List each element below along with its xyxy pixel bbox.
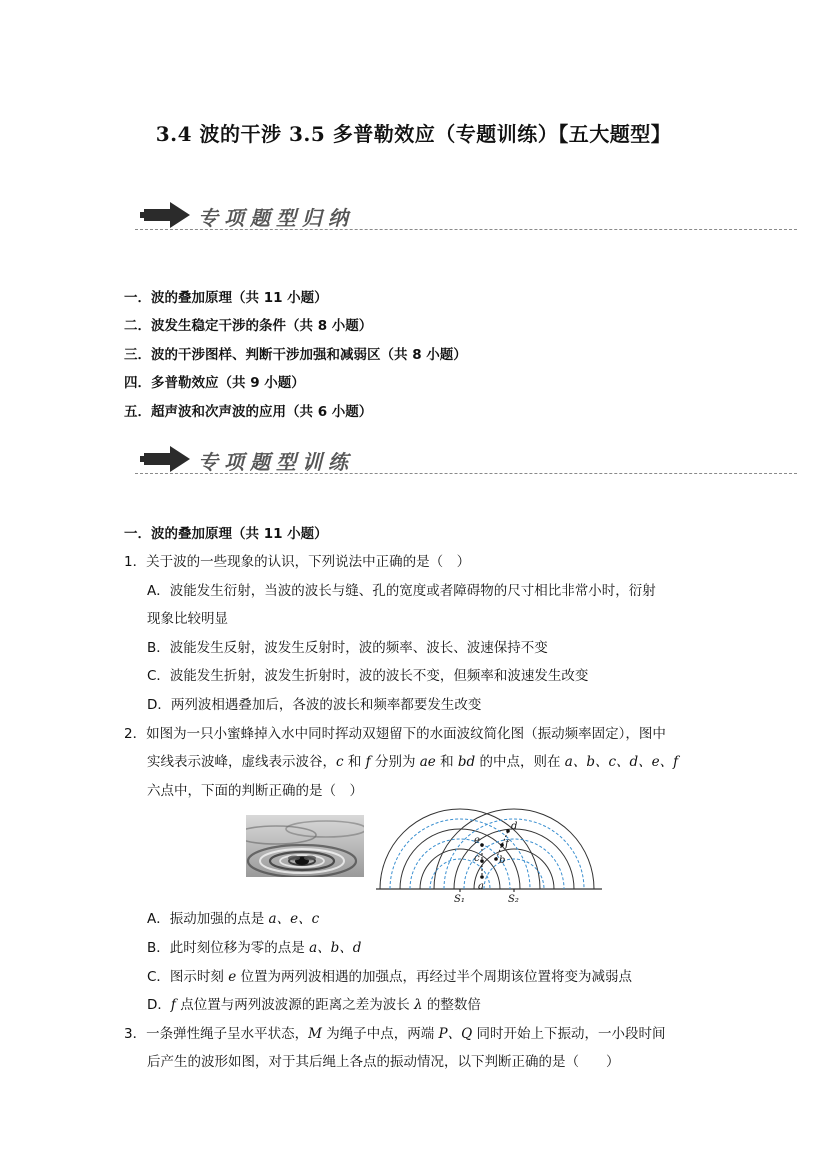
- banner-title: 专项题型训练: [198, 450, 354, 474]
- point-label-c: c: [474, 853, 480, 865]
- divider: [135, 229, 797, 230]
- point-label-e: e: [474, 835, 480, 847]
- question-2-figure: [124, 809, 704, 905]
- option-d: D．f 点位置与两列波波源的距离之差为波长 λ 的整数倍: [147, 997, 481, 1014]
- toc-item: 三．波的干涉图样、判断干涉加强和减弱区（共 8 小题）: [124, 346, 467, 363]
- bee-ripple-photo: [246, 815, 364, 877]
- point-label-a: a: [478, 881, 484, 893]
- point-label-b: b: [499, 855, 506, 867]
- option-c: C．图示时刻 e 位置为两列波相遇的加强点，再经过半个周期该位置将变为减弱点: [147, 968, 633, 985]
- wave-interference-diagram: [374, 803, 606, 907]
- option-c: C．波能发生折射，波发生折射时，波的波长不变，但频率和波速发生改变: [147, 668, 589, 685]
- question-3: [124, 1020, 704, 1077]
- arrow-icon: [140, 444, 192, 474]
- toc-item: 一．波的叠加原理（共 11 小题）: [124, 290, 328, 306]
- toc-item: 四．多普勒效应（共 9 小题）: [124, 375, 305, 392]
- question-content: [124, 520, 704, 1077]
- source-label-s2: S₂: [508, 894, 519, 906]
- option-a: A．波能发生衍射，当波的波长与缝、孔的宽度或者障碍物的尺寸相比非常小时，衍射: [147, 582, 656, 599]
- toc-item: 二．波发生稳定干涉的条件（共 8 小题）: [124, 318, 373, 335]
- option-b: B．此时刻位移为零的点是 a、b、d: [147, 939, 362, 956]
- question-stem-cont: 六点中，下面的判断正确的是（ ）: [147, 782, 363, 799]
- option-d: D．两列波相遇叠加后，各波的波长和频率都要发生改变: [147, 696, 482, 713]
- page-title: 3.4 波的干涉 3.5 多普勒效应（专题训练）【五大题型】: [155, 122, 672, 146]
- divider: [135, 473, 797, 474]
- point-label-d: d: [511, 821, 518, 833]
- toc-item: 五．超声波和次声波的应用（共 6 小题）: [124, 403, 373, 420]
- toc-list: [124, 284, 467, 426]
- question-stem-cont: 实线表示波峰，虚线表示波谷，c 和 f 分别为 ae 和 bd 的中点，则在 a、b、c、d、e、f: [147, 754, 679, 771]
- point-label-f: f: [505, 839, 509, 851]
- banner-title: 专项题型归纳: [198, 206, 354, 230]
- section-heading: 一．波的叠加原理（共 11 小题）: [124, 526, 328, 542]
- question-stem: 2．如图为一只小蜜蜂掉入水中同时挥动双翅留下的水面波纹简化图（振动频率固定），图中: [124, 725, 666, 742]
- question-2: [124, 720, 704, 806]
- source-label-s1: S₁: [454, 894, 465, 906]
- question-stem: 1．关于波的一些现象的认识，下列说法中正确的是（ ）: [124, 554, 471, 570]
- arrow-icon: [140, 200, 192, 230]
- question-stem-cont: 后产生的波形如图，对于其后绳上各点的振动情况，以下判断正确的是（ ）: [147, 1054, 620, 1071]
- option-a-cont: 现象比较明显: [147, 611, 228, 628]
- option-b: B．波能发生反射，波发生反射时，波的频率、波长、波速保持不变: [147, 639, 548, 656]
- option-a: A．振动加强的点是 a、e、c: [147, 911, 320, 928]
- question-stem: 3．一条弹性绳子呈水平状态，M 为绳子中点，两端 P、Q 同时开始上下振动，一小段时间: [124, 1025, 666, 1042]
- question-1: [124, 548, 704, 577]
